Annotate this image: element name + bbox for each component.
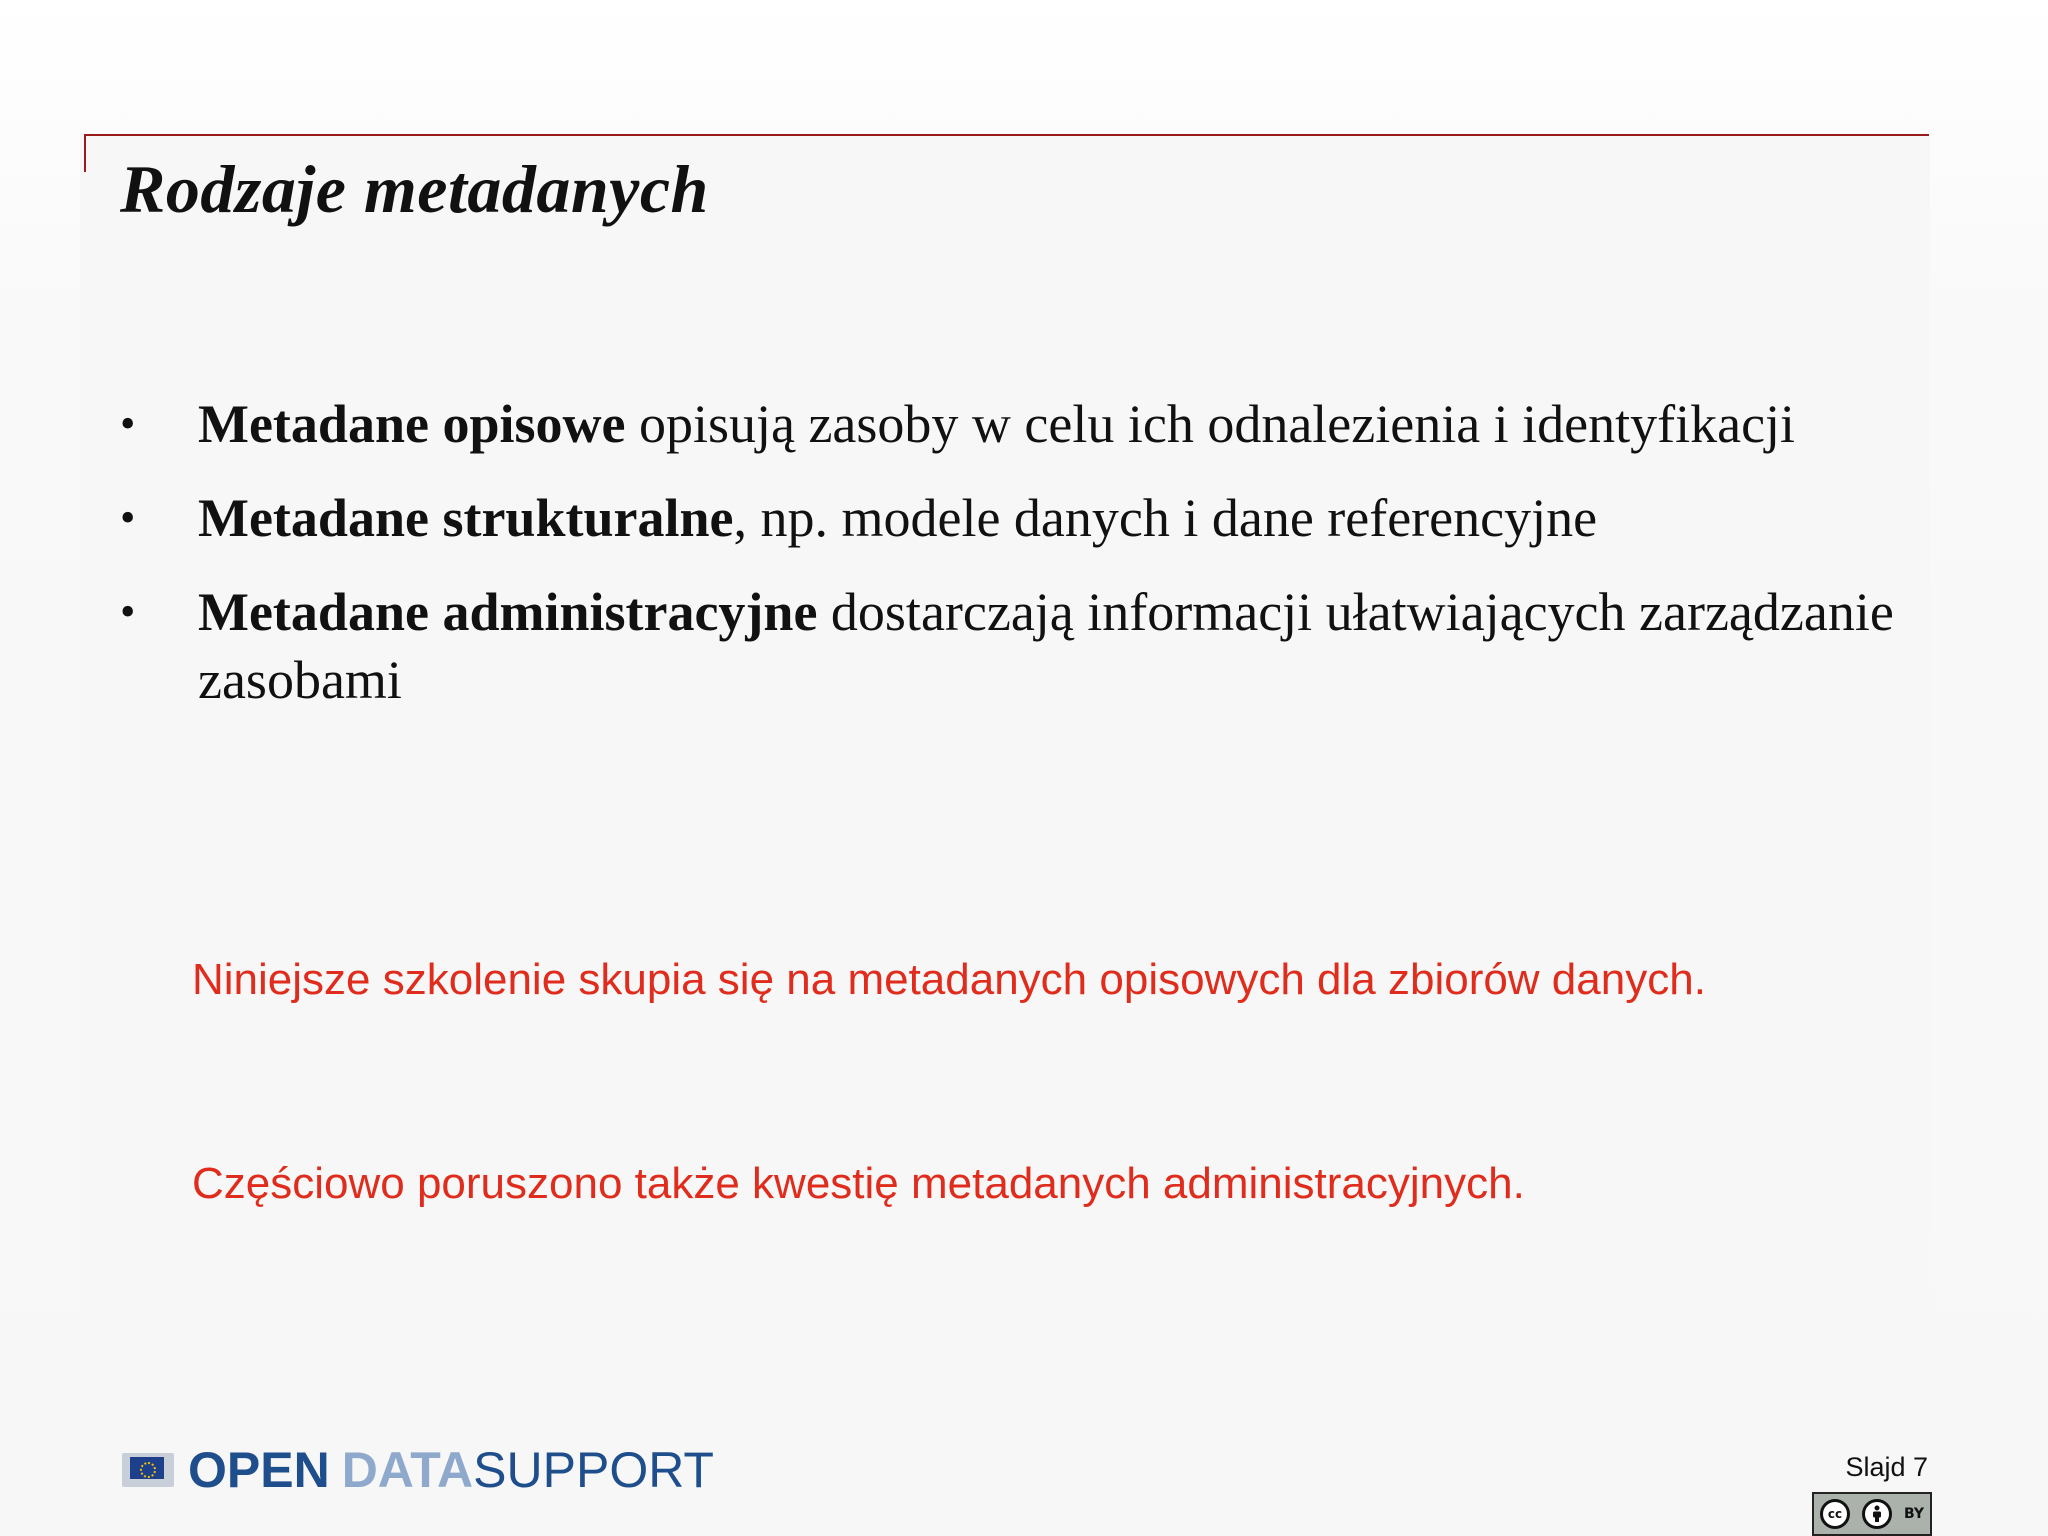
- bullet-description: , np. modele danych i dane referencyjne: [733, 488, 1598, 548]
- slide-number: Slajd 7: [1845, 1452, 1928, 1482]
- bullet-item: [110, 578, 1940, 714]
- logo-data-text: DATA: [341, 1442, 474, 1498]
- content-panel: [80, 136, 1930, 1536]
- bullet-term: Metadane administracyjne: [198, 582, 818, 642]
- bullet-item: [110, 390, 1940, 458]
- bullet-dot-icon: •: [120, 399, 136, 448]
- bullet-term: Metadane strukturalne: [198, 488, 734, 548]
- administrative-metadata-note: Częściowo poruszono także kwestię metadanych administracyjnych.: [192, 1159, 1525, 1208]
- title-rule: [84, 134, 1929, 136]
- attribution-icon: [1862, 1499, 1892, 1529]
- bullet-dot-icon: •: [120, 493, 136, 542]
- logo-support-text: SUPPORT: [473, 1442, 714, 1498]
- by-label: BY: [1903, 1506, 1924, 1522]
- slide-title: Rodzaje metadanych: [120, 151, 709, 227]
- cc-by-icon: [1812, 1492, 1932, 1536]
- open-data-support-logo: [122, 1440, 714, 1500]
- bullet-list: [110, 390, 1940, 740]
- training-focus-note: Niniejsze szkolenie skupia się na metadanych opisowych dla zbiorów danych.: [192, 955, 1706, 1004]
- logo-open-text: OPEN: [188, 1442, 330, 1498]
- bullet-dot-icon: •: [120, 587, 136, 636]
- bullet-term: Metadane opisowe: [198, 394, 626, 454]
- eu-flag-icon: [122, 1453, 174, 1487]
- bullet-description: dostarczają informacji ułatwiających zarządzanie zasobami: [198, 582, 1894, 710]
- cc-icon: cc: [1820, 1499, 1850, 1529]
- bullet-item: [110, 484, 1940, 552]
- bullet-description: opisują zasoby w celu ich odnalezienia i identyfikacji: [625, 394, 1796, 454]
- logo-wordmark: [188, 1440, 714, 1500]
- title-rule-tick: [84, 134, 86, 172]
- person-icon: [1870, 1505, 1884, 1523]
